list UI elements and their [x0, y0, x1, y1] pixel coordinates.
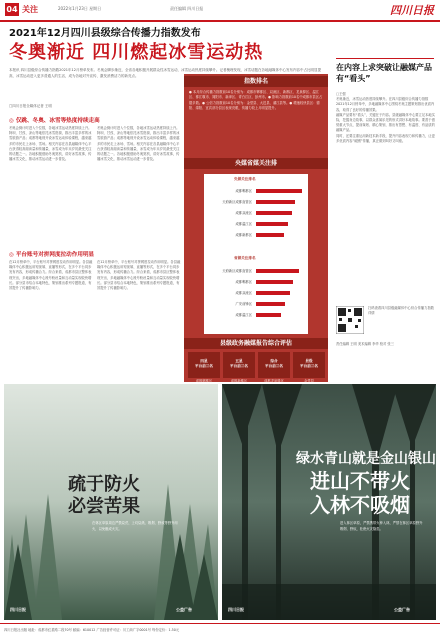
left-ad-note: 在林区草原周边严禁烧荒、上坟烧纸、吸烟、野炊等野外用火，以免酿成火灾。 — [92, 521, 178, 531]
article-text-1b: 冬奥会倒计时进入个位数，各地冰雪运动热度持续上升。阿坝、甘孜、凉山等地依托冰雪资源，推出丰富多样的冰雪旅游产品；成都等地则开设冰雪运动体验课程，越来越多的市民走上冰场、雪场。相关内容在各县融媒体中心平台获得较高阅读量和传播量，冰雪成为年末岁初最受关注的话题之一。各地积极借助冬奥契机，讲好冰雪故事，传播冰雪文化，推动冰雪运动进一步普及。 — [97, 126, 180, 162]
provincial-media-row-label: 成都双流区 — [235, 291, 252, 295]
central-media-title: 央媒关注排名 — [234, 177, 256, 181]
tier-header — [293, 352, 325, 378]
page-number: 04 — [6, 5, 18, 14]
tier-header — [223, 352, 255, 378]
provincial-media-title: 省媒关注排名 — [234, 256, 256, 260]
right-ad-title-2: 入林不吸烟 — [310, 493, 410, 517]
ranking-text: ● 本月综合传播力指数前10名分别为：成都市郫都区、双流区、新都区、龙泉驿区、温江区、都江堰市、简阳市、新津区、青白江区、彭州市。● 影响力指数前10名中成都市县区占据多数。● 公信力指数前10名分别为：金堂县、大邑县、蒲江县等。● 增速较快县区：德阳、绵阳、宜宾部分县区表现亮眼，传播力较上月明显提升。 — [189, 90, 323, 110]
tier-items: 金堂县 — [304, 379, 314, 383]
media-ranking-panel — [204, 174, 308, 334]
provincial-media-row-label: 广安前锋区 — [235, 302, 252, 306]
qr-caption: 扫码查看四川县级融媒体中心综合传播力指数详情 — [368, 306, 434, 315]
central-media-row-bar — [256, 233, 284, 237]
central-media-row-bar — [256, 222, 288, 226]
central-media-row-label: 天府新区成都直管区 — [222, 200, 252, 204]
article-text-2b: 在12月榜单中，平台账号对拼网度拉动作用明显。各县融媒体中心积极运用短视频、直播等形式，在多个平台同步发布内容，形成传播合力。综合来看，成都市县区整体表现突出，多地融媒体中心账号粉丝量和互动量实现较快增长。部分县市结合本地特色，策划推出系列专题报道，有效提升了传播影响力。 — [97, 260, 181, 291]
infographic-head-evaluation: 县级政务融媒报告综合评估 — [184, 338, 328, 349]
provincial-media-row-label: 成都温江区 — [235, 313, 252, 317]
provincial-media-row-bar — [256, 313, 281, 317]
tier-label: 综合 平台前三名 — [265, 359, 283, 368]
left-ad-title-1: 疏于防火 — [68, 474, 140, 495]
central-media-row-label: 成都双流区 — [235, 211, 252, 215]
central-media-row-label: 成都温江区 — [235, 222, 252, 226]
newspaper-logo: 四川日报 — [390, 4, 434, 17]
article-text-2a: 在12月榜单中，平台账号对拼网度拉动作用明显。各县融媒体中心积极运用短视频、直播等形式，在多个平台同步发布内容，形成传播合力。综合来看，成都市县区整体表现突出，多地融媒体中心账号粉丝量和互动量实现较快增长。部分县市结合本地特色，策划推出系列专题报道，有效提升了传播影响力。 — [9, 260, 93, 291]
sidebar-body: □王强 冬奥渐近，冰雪运动热度持续攀升。在四川县级综合传播力指数2021年12月榜单中，多地融媒体中心围绕冬奥主题策划推出优质内容，取得了良好的传播效果。 融媒产品要有“看头”，关键在于内容。县级融媒体中心要立足本地实际，挖掘身边故事，以群众喜闻乐见的形式讲好本地故事。要善于借势重大节点，提前谋划、精心策划，推出有思想、有温度、有品质的融媒产品。 同时，还要注重运用新技术新手段，提升内容表现力和传播力，让更多优质内容“破圈”传播，真正做到叫好又叫座。 — [336, 92, 436, 143]
central-media-row-label: 成都新都区 — [235, 233, 252, 237]
qr-code-icon[interactable] — [336, 306, 364, 334]
page-footer: 四川日报社出版 地址：成都市红星路二段70号 邮编：610012 广告经营许可证：川工商广字0001号 每份定价：1.50元 — [0, 623, 440, 635]
tier-header — [188, 352, 220, 378]
tier-header — [258, 352, 290, 378]
central-media-row-bar — [256, 189, 302, 193]
provincial-media-row-label: 成都郫都区 — [235, 280, 252, 284]
central-media-row-bar — [256, 211, 292, 215]
article-subhead-2: ◎ 平台账号对拼网度拉动作用明显 — [9, 252, 95, 258]
provincial-media-row-bar — [256, 302, 285, 306]
right-ad-note: 进入林区草原，严禁携带火种入林，严禁在林区草原野外吸烟、野炊，杜绝火灾隐患。 — [340, 521, 423, 531]
issue-date: 2022年1月23日 星期日 — [58, 6, 102, 11]
left-ad-logo: 四川日报 — [10, 607, 26, 612]
left-ad-badge: 公益广告 — [176, 607, 192, 612]
article-kicker: 2021年12月四川县级综合传播力指数发布 — [9, 28, 201, 39]
tier-label: 四星 平台前三名 — [195, 359, 213, 368]
right-ad-badge: 公益广告 — [394, 607, 410, 612]
central-media-row-bar — [256, 200, 295, 204]
article-text-1a: 冬奥会倒计时进入个位数，各地冰雪运动热度持续上升。阿坝、甘孜、凉山等地依托冰雪资源，推出丰富多样的冰雪旅游产品；成都等地则开设冰雪运动体验课程，越来越多的市民走上冰场、雪场。相关内容在各县融媒体中心平台获得较高阅读量和传播量，冰雪成为年末岁初最受关注的话题之一。各地积极借助冬奥契机，讲好冰雪故事，传播冰雪文化，推动冰雪运动进一步普及。 — [9, 126, 92, 162]
provincial-media-row-label: 天府新区成都直管区 — [222, 269, 252, 273]
tier-items: 成都新都区 — [230, 379, 248, 383]
article-lead: 本报讯 四川县级综合传播力指数2021年12月榜单发布。冬奥会脚步渐近，全省各地积极开展群众性冰雪运动，冰雪运动热度持续攀升。记者梳理发现，冰雪话题在各地融媒体中心发布内容中占比明显提高，冰雪运动进入更多普通人的生活，成为各地对外宣传、激发消费活力的新亮点。 — [9, 68, 321, 78]
provincial-media-row-bar — [256, 269, 299, 273]
right-ad-title-1: 进山不带火 — [310, 469, 410, 493]
article-subhead-1: ◎ 仅跳、冬奥、冰雪等热度持续走高 — [9, 118, 100, 124]
right-ad-logo: 四川日报 — [228, 607, 244, 612]
tier-items: 成都郫都区 — [195, 379, 213, 383]
header-info: 责任编辑 四川日报 — [170, 6, 204, 11]
sidebar-title: 在内容上求突破让融媒产品有“看头” — [336, 63, 432, 83]
infographic-head-media: 央媒省媒关注排 — [184, 158, 328, 169]
right-ad-slogan: 绿水青山就是金山银山 — [296, 451, 436, 467]
tier-label: 五星 平台前三名 — [230, 359, 248, 368]
sidebar-rule — [336, 58, 434, 59]
article-headline: 冬奥渐近 四川燃起冰雪运动热 — [9, 42, 264, 63]
tier-items: 成都龙泉驿区 — [264, 379, 284, 383]
section-name: 关注 — [22, 5, 38, 14]
index-infographic — [184, 74, 328, 382]
central-media-row-label: 成都郫都区 — [235, 189, 252, 193]
article-byline: □四川日报全媒体记者 王明 — [9, 104, 52, 108]
left-ad-title-2: 必尝苦果 — [68, 496, 140, 517]
sidebar-editor: 责任编辑 王明 美术编辑 李华 校对 张三 — [336, 342, 394, 346]
infographic-head-ranking: 指数排名 — [184, 76, 328, 87]
tier-label: 县级 平台前三名 — [300, 359, 318, 368]
provincial-media-row-bar — [256, 280, 293, 284]
provincial-media-row-bar — [256, 291, 290, 295]
